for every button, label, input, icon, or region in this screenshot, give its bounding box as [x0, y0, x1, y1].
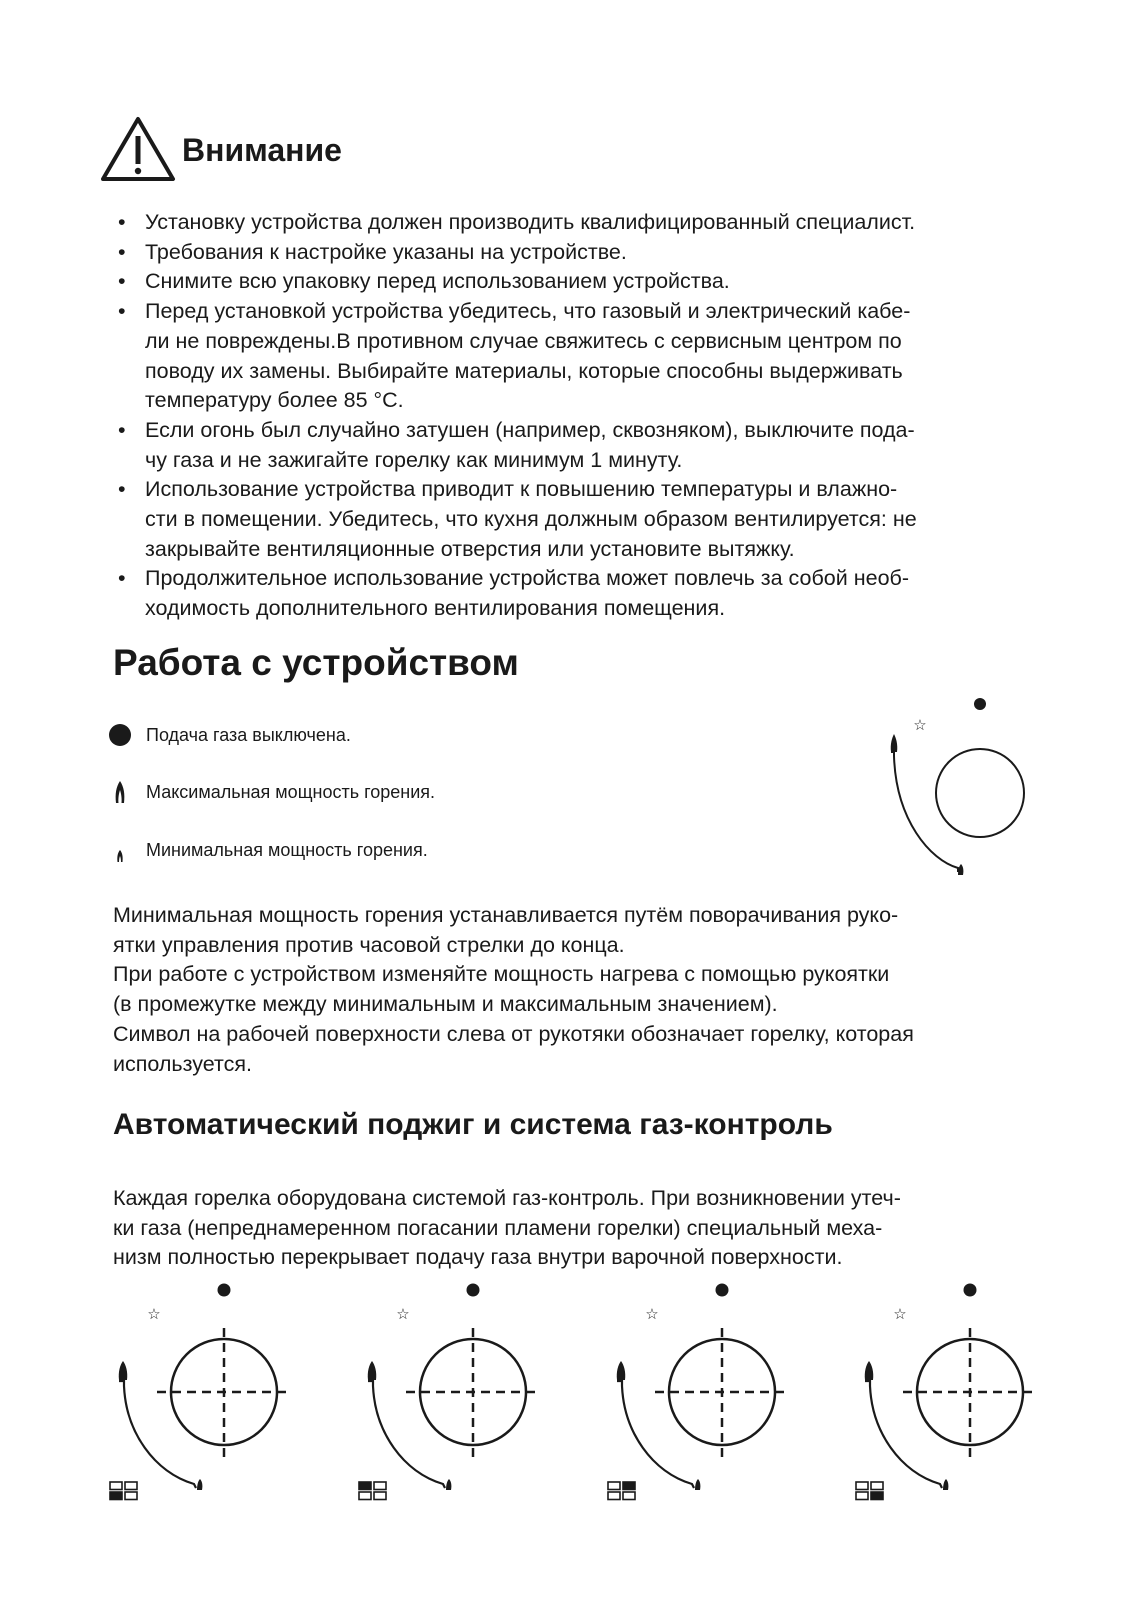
legend-gas-off: [108, 723, 351, 747]
ignition-star-icon: ☆: [913, 717, 927, 734]
warning-list: [118, 208, 917, 624]
burner-cell-active: [871, 1492, 883, 1500]
max-flame-icon: [617, 1361, 626, 1380]
min-flame-icon: [695, 1479, 700, 1490]
burner-position-icon: [856, 1482, 883, 1500]
bullet-line: закрывайте вентиляционные отверстия или установите вытяжку.: [145, 536, 795, 561]
paragraph-line: (в промежутке между минимальным и максимальным значением).: [113, 992, 778, 1017]
burner-cell: [608, 1492, 620, 1500]
max-flame-icon: [891, 734, 898, 752]
burner-cell: [623, 1492, 635, 1500]
burner-cell-active: [110, 1492, 122, 1500]
paragraph-line: Минимальная мощность горения устанавливается путём поворачивания руко-: [113, 903, 899, 927]
warning-title: Внимание: [182, 132, 342, 168]
bullet-line: • Перед установкой устройства убедитесь, что газовый и электрический кабе-: [145, 299, 911, 324]
max-flame-icon: [119, 1361, 128, 1380]
burner-position-icon: [608, 1482, 635, 1500]
bullet-line: чу газа и не зажигайте горелку как минимум 1 минуту.: [145, 447, 683, 472]
bullet-line: поводу их замены. Выбирайте материалы, которые способны выдерживать: [145, 358, 903, 383]
burner-cell: [110, 1482, 122, 1490]
rotation-arc: [865, 1381, 942, 1488]
max-flame-icon: [368, 1361, 377, 1380]
legend-label: Максимальная мощность горения.: [146, 781, 436, 802]
burner-cell: [359, 1492, 371, 1500]
bullet-line: • Снимите всю упаковку перед использованием устройства.: [145, 269, 730, 294]
legend-label: Минимальная мощность горения.: [146, 839, 428, 860]
burner-cell: [608, 1482, 620, 1490]
knob-diagram-3: [602, 1282, 802, 1492]
operation-paragraph: [113, 901, 914, 1079]
min-flame-icon: [958, 864, 963, 875]
ignition-title: Автоматический поджиг и система газ-контроль: [113, 1108, 833, 1141]
paragraph-line: низм полностью перекрывает подачу газа внутри варочной поверхности.: [113, 1245, 843, 1270]
legend-max-flame: [108, 780, 435, 804]
ignition-star-icon: ☆: [893, 1306, 907, 1323]
warning-bullet: [118, 267, 917, 297]
burner-position-icon: [110, 1482, 137, 1500]
rotation-arc: [119, 1381, 196, 1488]
operation-title: Работа с устройством: [113, 642, 519, 683]
gas-off-dot-icon: [218, 1284, 231, 1297]
bullet-line: ли не повреждены.В противном случае свяжитесь с сервисным центром по: [145, 328, 902, 353]
paragraph-line: используется.: [113, 1051, 252, 1076]
paragraph-line: ки газа (непреднамеренном погасании пламени горелки) специальный меха-: [113, 1215, 883, 1240]
warning-triangle-icon: [100, 116, 176, 182]
warning-bullet: [118, 416, 917, 475]
bullet-line: • Использование устройства приводит к повышению температуры и влажно-: [145, 477, 898, 502]
gas-off-dot-icon: [108, 723, 132, 747]
knob-diagram: [870, 690, 1030, 880]
gas-off-dot-icon: [974, 698, 986, 710]
bullet-line: температуру более 85 °C.: [145, 388, 404, 413]
knob-diagram-1: [104, 1282, 304, 1492]
rotation-arc: [368, 1381, 445, 1488]
burner-cell: [871, 1482, 883, 1490]
warning-bullet: [118, 238, 917, 268]
min-flame-icon: [197, 1479, 202, 1490]
burner-cell: [374, 1492, 386, 1500]
gas-off-dot-icon: [467, 1284, 480, 1297]
min-flame-icon: [108, 838, 132, 862]
paragraph-line: ятки управления против часовой стрелки до конца.: [113, 932, 625, 957]
rotation-arc: [891, 752, 958, 872]
ignition-star-icon: ☆: [147, 1306, 161, 1323]
knob-diagram-2: [353, 1282, 553, 1492]
gas-off-dot-icon: [716, 1284, 729, 1297]
burner-cell-active: [623, 1482, 635, 1490]
burner-position-icon: [359, 1482, 386, 1500]
burner-cell: [856, 1492, 868, 1500]
ignition-star-icon: ☆: [396, 1306, 410, 1323]
bullet-line: • Требования к настройке указаны на устройстве.: [145, 239, 627, 264]
burner-cell: [125, 1482, 137, 1490]
knob-circle: [936, 749, 1024, 837]
warning-bullet: [118, 297, 917, 416]
legend-min-flame: [108, 838, 428, 862]
gas-off-dot-icon: [964, 1284, 977, 1297]
rotation-arc: [617, 1381, 694, 1488]
paragraph-line: Символ на рабочей поверхности слева от рукотяки обозначает горелку, которая: [113, 1021, 914, 1046]
burner-cell: [374, 1482, 386, 1490]
paragraph-line: При работе с устройством изменяйте мощность нагрева с помощью рукоятки: [113, 962, 890, 987]
bullet-line: сти в помещении. Убедитесь, что кухня должным образом вентилируется: не: [145, 507, 917, 532]
bullet-line: • Установку устройства должен производить квалифицированный специалист.: [145, 210, 916, 234]
warning-bullet: [118, 564, 917, 623]
bullet-line: ходимость дополнительного вентилирования помещения.: [145, 596, 726, 621]
max-flame-icon: [865, 1361, 874, 1380]
ignition-star-icon: ☆: [645, 1306, 659, 1323]
knob-diagram-4: [850, 1282, 1050, 1492]
ignition-paragraph: [113, 1184, 901, 1273]
min-flame-icon: [446, 1479, 451, 1490]
bullet-line: • Продолжительное использование устройства может повлечь за собой необ-: [145, 566, 910, 591]
max-flame-icon: [108, 780, 132, 804]
bullet-line: • Если огонь был случайно затушен (например, сквозняком), выключите пода-: [145, 417, 915, 442]
warning-bullet: [118, 208, 917, 238]
legend-label: Подача газа выключена.: [146, 724, 351, 745]
min-flame-icon: [943, 1479, 948, 1490]
warning-bullet: [118, 475, 917, 564]
burner-cell: [125, 1492, 137, 1500]
burner-cell-active: [359, 1482, 371, 1490]
paragraph-line: Каждая горелка оборудована системой газ-контроль. При возникновении утеч-: [113, 1186, 901, 1210]
burner-cell: [856, 1482, 868, 1490]
